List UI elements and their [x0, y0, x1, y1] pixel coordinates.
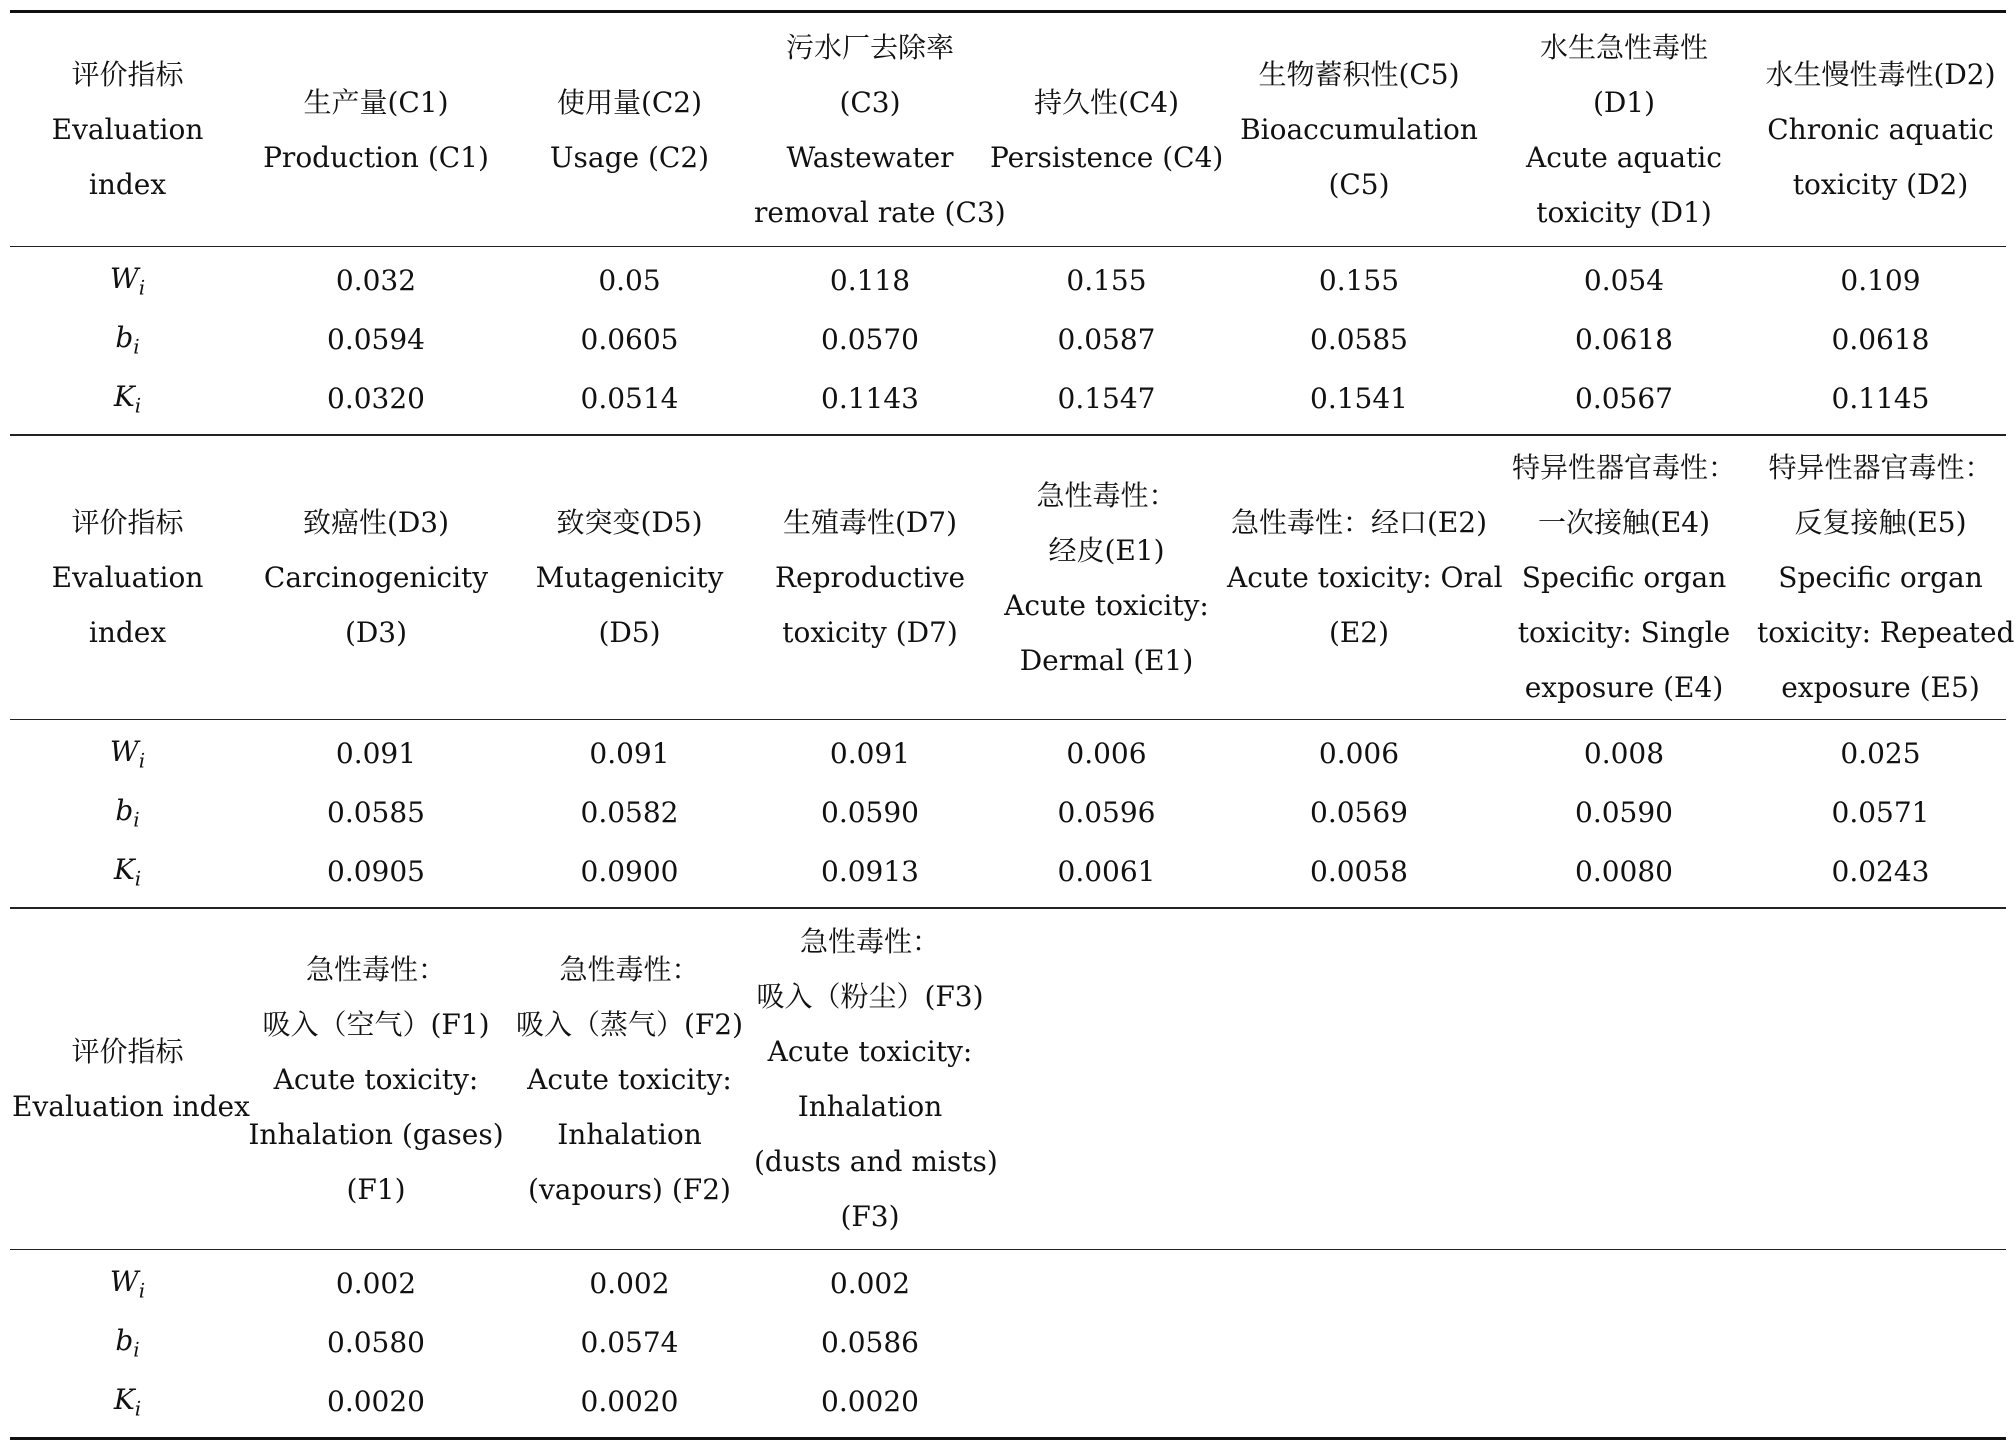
header-cell-c3: 污水厂去除率 (C3) Wastewater removal rate (C3) — [754, 30, 1006, 229]
value-cell: 0.155 — [1318, 264, 1400, 297]
header-cell-e2: 急性毒性：经口(E2) Acute toxicity: Oral (E2) — [1227, 506, 1503, 649]
value-cell: 0.0569 — [1310, 796, 1408, 829]
value-cell: 0.1143 — [821, 382, 919, 415]
value-cell: 0.002 — [829, 1267, 911, 1300]
value-cell: 0.1547 — [1057, 382, 1156, 415]
header-cell-e4: 特异性器官毒性： 一次接触(E4) Specific organ toxicity: Single exposure (E4) — [1511, 451, 1736, 704]
value-cell: 0.0582 — [580, 796, 679, 829]
value-cell: 0.0514 — [580, 382, 679, 415]
header-cell-d7: 生殖毒性(D7) Reproductive toxicity (D7) — [774, 506, 966, 649]
header-cell-e1: 急性毒性： 经皮(E1) Acute toxicity: Dermal (E1) — [1004, 478, 1209, 677]
value-cell: 0.0574 — [580, 1326, 679, 1359]
value-cell: 0.0080 — [1575, 855, 1673, 888]
table-row-b — [10, 310, 2006, 369]
header-cell-c5: 生物蓄积性(C5) Bioaccumulation (C5) — [1240, 58, 1478, 201]
table-block-3 — [10, 907, 2006, 1440]
value-cell: 0.006 — [1318, 737, 1400, 770]
value-cell: 0.0590 — [1575, 796, 1673, 829]
value-cell: 0.0585 — [327, 796, 425, 829]
value-cell: 0.008 — [1583, 737, 1665, 770]
value-cell: 0.0320 — [327, 382, 425, 415]
header-row — [10, 436, 2015, 720]
value-cell: 0.0590 — [821, 796, 919, 829]
table-row-w — [10, 251, 2006, 310]
value-cell: 0.032 — [335, 264, 417, 297]
header-cell-index: 评价指标 Evaluation index — [51, 506, 204, 649]
value-rows — [10, 720, 2006, 907]
value-cell: 0.0570 — [821, 323, 919, 356]
value-cell: 0.109 — [1840, 264, 1921, 297]
header-cell-d1: 水生急性毒性 (D1) Acute aquatic toxicity (D1) — [1526, 30, 1722, 229]
row-label-b: $b_i$ — [115, 1323, 140, 1362]
header-cell-e5: 特异性器官毒性： 反复接触(E5) Specific organ toxicity: Repeated exposure (E5) — [1757, 451, 2015, 704]
value-cell: 0.118 — [829, 264, 911, 297]
value-cell: 0.091 — [335, 737, 417, 770]
value-cell: 0.0913 — [821, 855, 919, 888]
value-cell: 0.0571 — [1831, 796, 1930, 829]
value-cell: 0.0905 — [327, 855, 425, 888]
header-cell-c2: 使用量(C2) Usage (C2) — [549, 85, 710, 174]
value-cell: 0.0605 — [580, 323, 679, 356]
value-cell: 0.0061 — [1057, 855, 1156, 888]
value-cell: 0.05 — [598, 264, 661, 297]
value-cell: 0.0020 — [821, 1385, 919, 1418]
header-cell-index: 评价指标 Evaluation index — [12, 1035, 250, 1123]
table-block-1 — [10, 10, 2006, 434]
value-cell: 0.0618 — [1831, 323, 1930, 356]
value-cell: 0.0594 — [327, 323, 425, 356]
value-cell: 0.0567 — [1575, 382, 1673, 415]
header-row — [10, 13, 2006, 247]
value-cell: 0.0596 — [1057, 796, 1156, 829]
header-cell-d3: 致癌性(D3) Carcinogenicity (D3) — [263, 506, 489, 649]
value-cell: 0.054 — [1583, 264, 1665, 297]
row-label-w: $W_i$ — [109, 734, 146, 773]
header-cell-f2: 急性毒性： 吸入（蒸气）(F2) Acute toxicity: Inhalation (vapours) (F2) — [515, 952, 744, 1206]
row-label-w: $W_i$ — [109, 1264, 146, 1303]
value-cell: 0.0020 — [327, 1385, 425, 1418]
value-cell: 0.0587 — [1057, 323, 1156, 356]
header-cell-index: 评价指标 Evaluation index — [51, 58, 204, 201]
table-row-b — [10, 1313, 2006, 1372]
value-cell: 0.0586 — [821, 1326, 919, 1359]
header-cell-d5: 致突变(D5) Mutagenicity (D5) — [535, 506, 724, 649]
row-label-k: $K_i$ — [113, 379, 142, 418]
value-cell: 0.0058 — [1310, 855, 1408, 888]
row-label-b: $b_i$ — [115, 793, 140, 832]
value-cell: 0.091 — [829, 737, 911, 770]
value-cell: 0.002 — [335, 1267, 417, 1300]
value-cell: 0.0585 — [1310, 323, 1408, 356]
row-label-w: $W_i$ — [109, 261, 146, 300]
value-rows — [10, 1250, 2006, 1437]
value-cell: 0.002 — [589, 1267, 670, 1300]
value-cell: 0.0243 — [1831, 855, 1930, 888]
header-cell-d2: 水生慢性毒性(D2) Chronic aquatic toxicity (D2) — [1765, 58, 1996, 201]
value-cell: 0.091 — [589, 737, 670, 770]
table-row-w — [10, 1254, 2006, 1313]
row-label-k: $K_i$ — [113, 1382, 142, 1421]
value-cell: 0.025 — [1840, 737, 1921, 770]
value-cell: 0.0900 — [580, 855, 679, 888]
table-row-b — [10, 783, 2006, 842]
value-cell: 0.0618 — [1575, 323, 1673, 356]
value-cell: 0.1541 — [1310, 382, 1408, 415]
table-row-w — [10, 724, 2006, 783]
value-cell: 0.006 — [1066, 737, 1147, 770]
value-cell: 0.155 — [1066, 264, 1147, 297]
header-row — [10, 909, 2006, 1250]
value-cell: 0.0020 — [580, 1385, 679, 1418]
table-row-k — [10, 369, 2006, 428]
value-cell: 0.1145 — [1831, 382, 1930, 415]
header-cell-c4: 持久性(C4) Persistence (C4) — [990, 85, 1224, 174]
value-cell: 0.0580 — [327, 1326, 425, 1359]
header-cell-f1: 急性毒性： 吸入（空气）(F1) Acute toxicity: Inhalation (gases) (F1) — [248, 952, 504, 1206]
table-row-k — [10, 842, 2006, 901]
row-label-k: $K_i$ — [113, 852, 142, 891]
value-rows — [10, 247, 2006, 434]
table-row-k — [10, 1372, 2006, 1431]
row-label-b: $b_i$ — [115, 320, 140, 359]
evaluation-index-table — [10, 10, 2015, 1440]
header-cell-c1: 生产量(C1) Production (C1) — [263, 85, 489, 174]
table-block-2 — [10, 434, 2015, 907]
header-cell-f3: 急性毒性： 吸入（粉尘）(F3) Acute toxicity: Inhalation (dusts and mists) (F3) — [754, 925, 998, 1233]
